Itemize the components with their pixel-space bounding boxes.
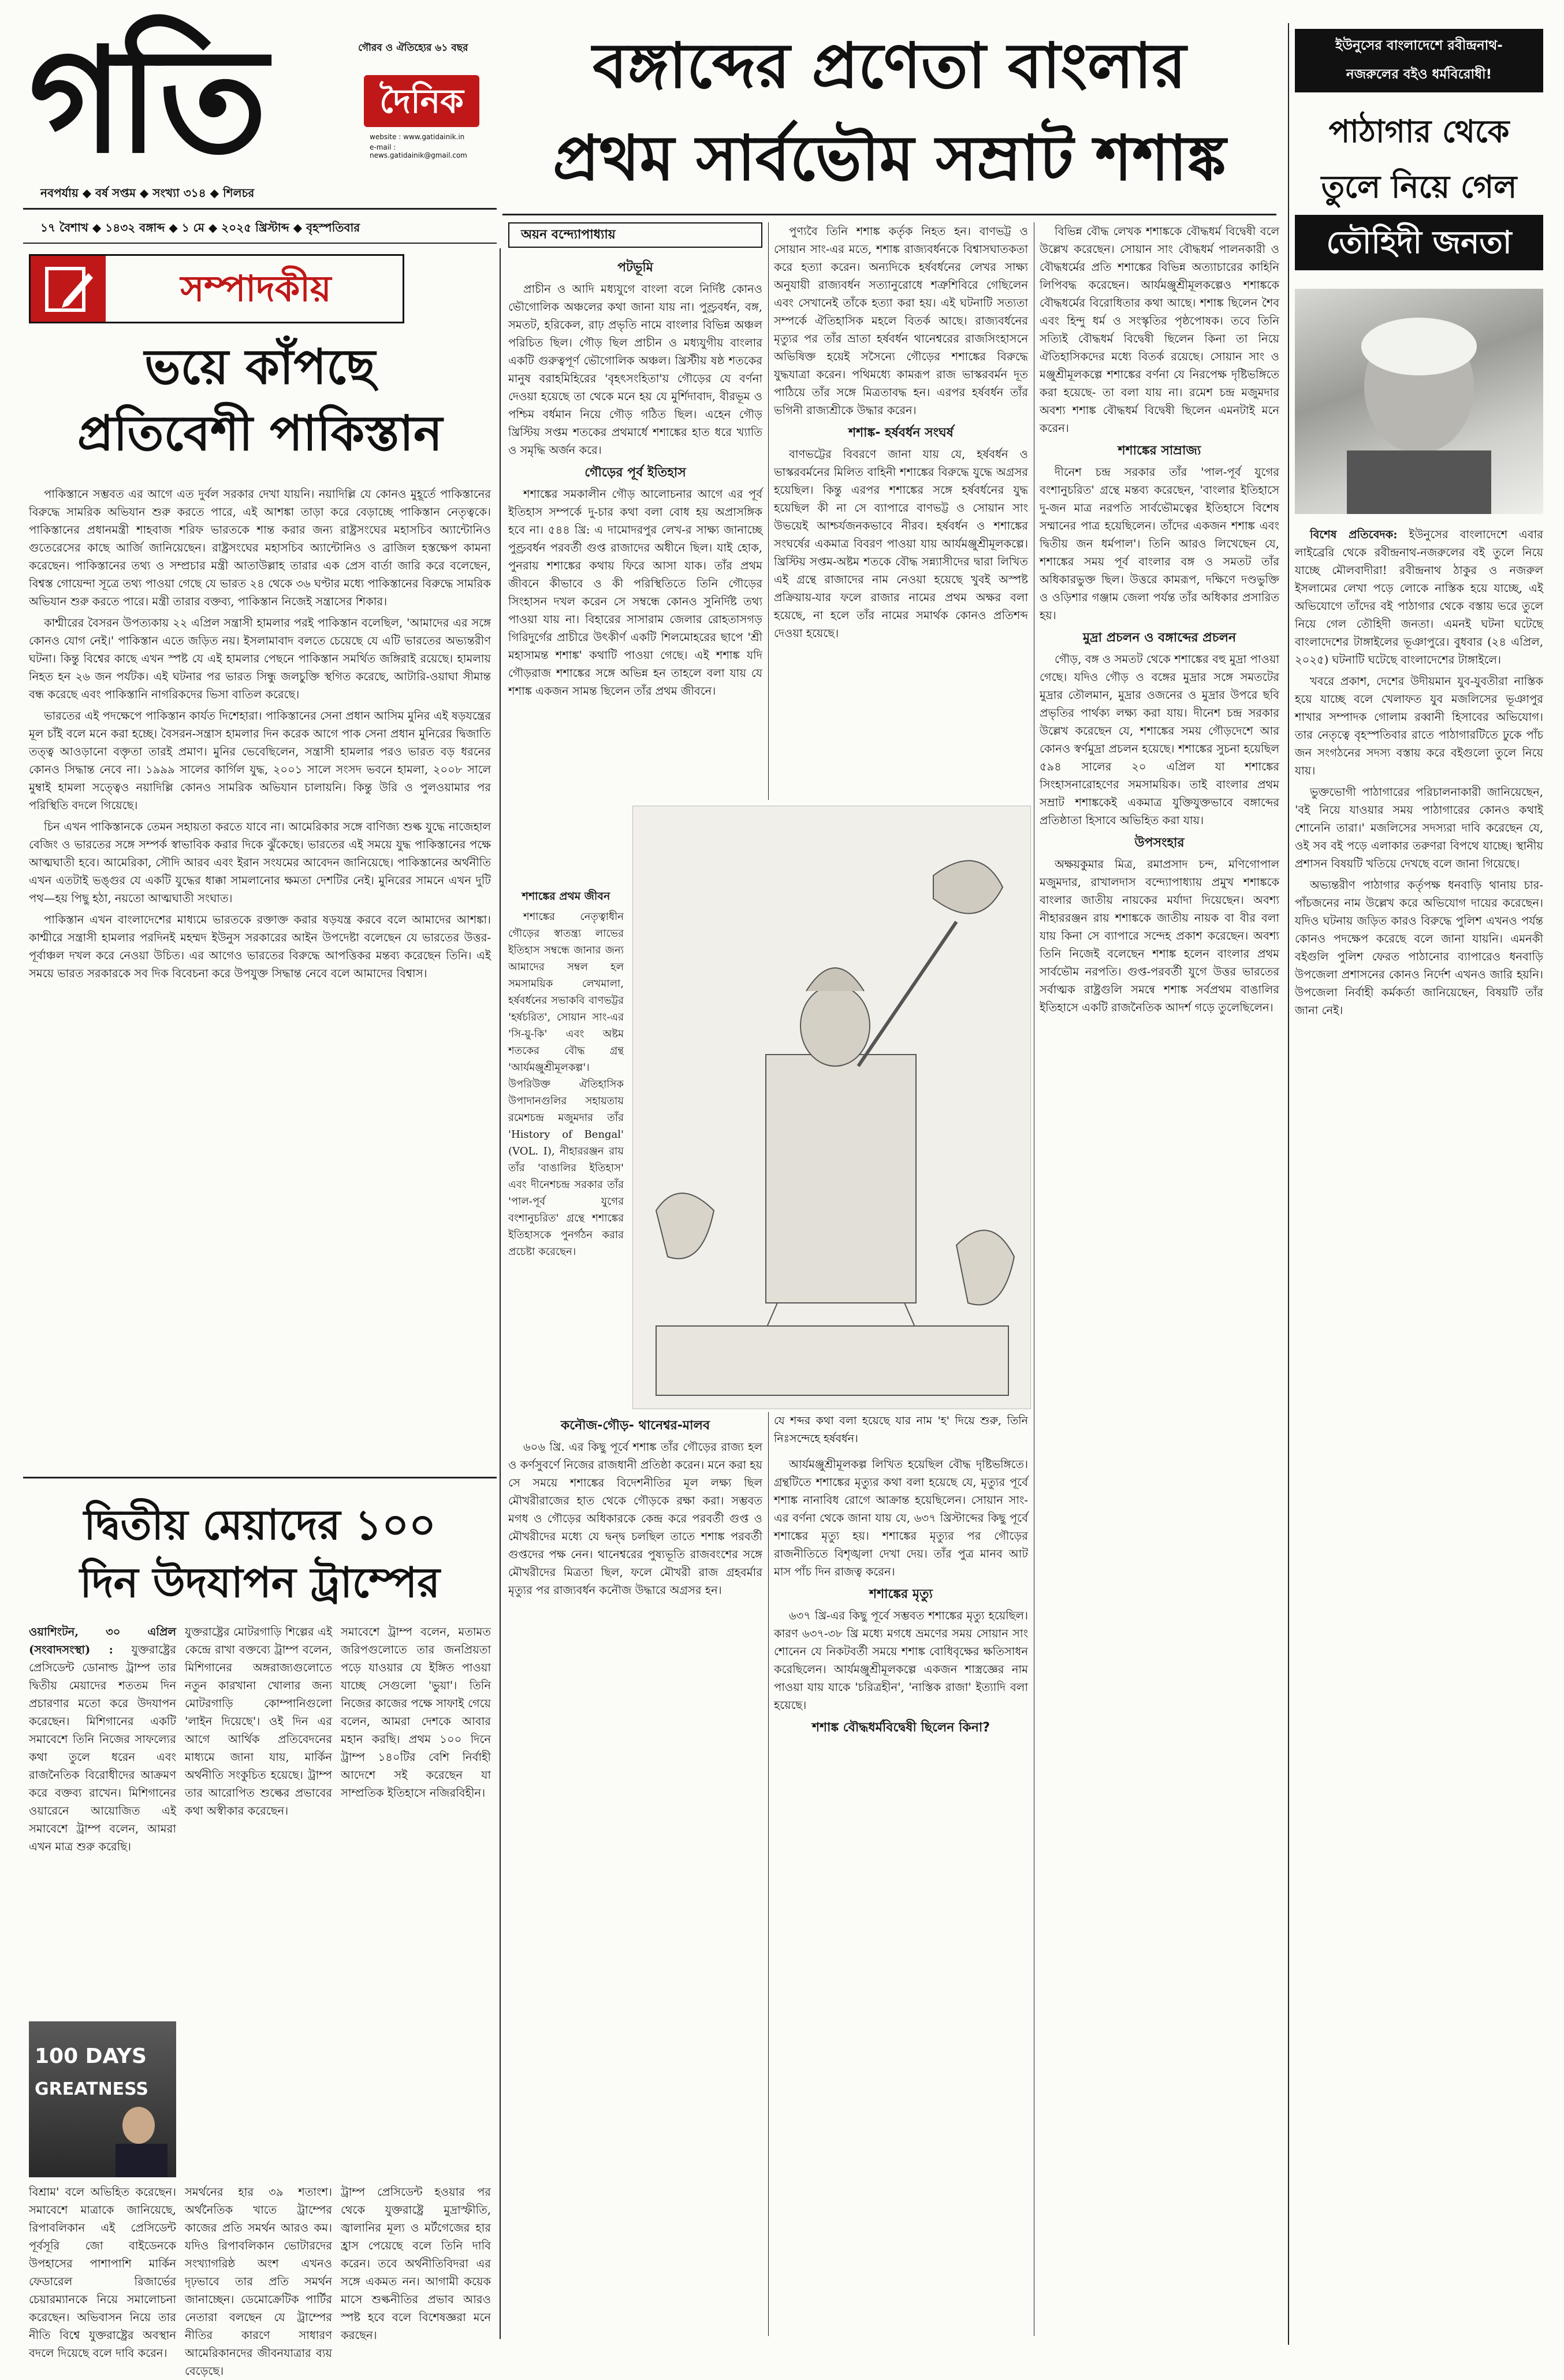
subhead-conflict: শশাঙ্ক- হর্ষবর্ধন সংঘর্ষ <box>848 426 954 440</box>
lead-col-a2 <box>508 884 624 1409</box>
subhead-coin: মুদ্রা প্রচলন ও বঙ্গাব্দের প্রচলন <box>1082 631 1237 645</box>
portrait-figure <box>1295 289 1543 514</box>
trump-bottom-left: বিশ্রাম' বলে অভিহিত করেছেন। সমাবেশে মাত্রাকে জানিয়েছে, রিপাবলিকান এই প্রেসিডেন্ট পূর্বসূরি জো বাইডেনকে উপহাসের পাশাপাশি মার্কিন ফেডারেল রিজার্ভের চেয়ারম্যানকে নিয়ে সমালোচনা করেছেন। অভিবাসন নিয়ে তার নীতি বিশ্বে যুক্তরাষ্ট্রের অবস্থান বদলে দিয়েছে বলে দাবি করেন। <box>29 2185 176 2360</box>
yunus-photo <box>1295 289 1543 514</box>
trump-col-1-text: যুক্তরাষ্ট্রের প্রেসিডেন্ট ডোনাল্ড ট্রাম্প তার দ্বিতীয় মেয়াদের শততম দিন প্রচারণার মতো করে উদযাপন করেছেন। মিশিগানের একটি সমাবেশে তিনি নিজের সাফল্যের কথা তুলে ধরেন এবং রাজনৈতিক বিরোধীদের আক্রমণ করে বক্তব্য রাখেন। মিশিগানের ওয়ারেনে আয়োজিত এই সমাবেশে ট্রাম্প বলেন, আমরা এখন মাত্র শুরু করেছি। <box>29 1643 176 1853</box>
para-background: প্রাচীন ও আদি মধ্যযুগে বাংলা বলে নির্দিষ্ট কোনও ভৌগোলিক অঞ্চলের কথা জানা যায় না। পুণ্ড্রবর্ধন, বঙ্গ, সমতট, হরিকেল, রাঢ় প্রভৃতি নামে বাংলার বিভিন্ন অঞ্চল পরিচিত ছিল। গৌড় ছিল প্রাচীন ও মধ্যযুগীয় বাংলার একটি গুরুত্বপূর্ণ ভৌগোলিক অঞ্চল। খ্রিস্টীয় ষষ্ঠ শতকের মানুষ বরাহমিহিরের 'বৃহৎসংহিতা'য় গৌড়ের যে বর্ণনা দেওয়া হয়েছে তা থেকে মনে হয় যে মুর্শিদাবাদ, বীরভূম ও পশ্চিম বর্ধমান নিয়ে গৌড় গঠিত ছিল। এহেন গৌড় খ্রিস্টিয় সপ্তম শতকের প্রথমার্ধে শশাঙ্কের হাত ধরে খ্যাতি ও সমৃদ্ধি অর্জন করে। <box>508 282 762 457</box>
subhead-early-life: শশাঙ্কের প্রথম জীবন <box>522 890 610 903</box>
col3-para: বিভিন্ন বৌদ্ধ লেখক শশাঙ্ককে বৌদ্ধধর্ম বিদ্বেষী বলে উল্লেখ করেছেন। সোয়ান সাং বৌদ্ধধর্ম পালনকারী ও বৌদ্ধধর্মের প্রতি শশাঙ্কের বিভিন্ন অত্যাচারের কাহিনি লিপিবদ্ধ করেছেন। আর্যমঞ্জুশ্রীমূলকল্পেও শশাঙ্ককে বৌদ্ধধর্মের বিরোধিতার কথা আছে। শশাঙ্ক ছিলেন শৈব এবং হিন্দু ধর্ম ও সংস্কৃতির পৃষ্ঠপোষক। তবে তিনি সত্যিই বৌদ্ধধর্ম বিদ্বেষী ছিলেন কিনা তা নিয়ে ঐতিহাসিকদের মধ্যে বিতর্ক রয়েছে। সোয়ান সাং ও মঞ্জুশ্রীমূলকল্পে শশাঙ্কের বর্ণনা যে নিরপেক্ষ দৃষ্টিভঙ্গিতে করা হয়েছে- তা বলা যায় না। রমেশ চন্দ্র মজুমদার অবশ্য শশাঙ্ক বৌদ্ধধর্ম বিদ্বেষী ছিলেন এমনটাই মনে করেন। <box>1040 225 1279 435</box>
speaker-figure <box>98 2102 173 2177</box>
editorial-section-label: সম্পাদকীয় <box>180 267 332 310</box>
lead-byline: অয়ন বন্দ্যোপাধ্যায় <box>508 222 762 248</box>
para-early-life: শশাঙ্কের নেতৃত্বাধীন গৌড়ের স্বাতন্ত্র্য লাভের ইতিহাস সম্বন্ধে জানার জন্য আমাদের সম্বল হল সমসাময়িক লেখমালা, হর্ষবর্ধনের সভাকবি বাণভট্টর 'হর্ষচরিত', সোয়ান সাং-এর 'সি-য়ু-কি' এবং অষ্টম শতকের বৌদ্ধ গ্রন্থ 'আর্যমঞ্জুশ্রীমূলকল্প'। উপরিউক্ত ঐতিহাসিক উপাদানগুলির সহায়তায় রমেশচন্দ্র মজুমদার তাঁর 'History of Bengal' (VOL. I), নীহাররঞ্জন রায় তাঁর 'বাঙালির ইতিহাস' এবং দীনেশচন্দ্র সরকার তাঁর 'পাল-পূর্ব যুগের বংশানুচরিত' গ্রন্থে শশাঙ্কের ইতিহাসকে পুনর্গঠন করার প্রচেষ্টা করেছেন। <box>508 911 624 1258</box>
lead-headline-line1: বঙ্গাব্দের প্রণেতা বাংলার <box>593 30 1186 102</box>
sidebar-body <box>1295 526 1543 2339</box>
subhead-kannauj: কনৌজ-গৌড়- থানেশ্বর-মালব <box>560 1418 710 1433</box>
subhead-death: শশাঙ্কের মৃত্যু <box>869 1587 933 1601</box>
subhead-empire: শশাঙ্কের সাম্রাজ্য <box>1118 444 1201 458</box>
para-empire: দীনেশ চন্দ্র সরকার তাঁর 'পাল-পূর্ব যুগের বংশানুচরিত' গ্রন্থে মন্তব্য করেছেন, 'বাংলার ইতিহাসে দু-জন মাত্র নরপতি সার্বভৌমত্বের ইতিহাসে বিশেষ সম্মানের পাত্র হয়েছিলেন। তাঁদের একজন শশাঙ্ক এবং দ্বিতীয় জন ধর্মপাল'। তিনি আরও লিখেছেন যে, শশাঙ্কের সময় পূর্ব বাংলার বঙ্গ ও সমতট তাঁর অধিকারভুক্ত ছিল। উত্তরে কামরূপ, দক্ষিণে দণ্ডভুক্তি ও ওড়িশার গঞ্জাম জেলা পর্যন্ত তাঁর অধিকার প্রসারিত হয়। <box>1040 465 1279 622</box>
para-conflict: বাণভট্টের বিবরণে জানা যায় যে, হর্ষবর্ধন ও ভাস্করবর্মনের মিলিত বাহিনী শশাঙ্কের বিরুদ্ধে যুদ্ধে অগ্রসর হয়েছিল। কিন্তু এরপর শশাঙ্কের সঙ্গে হর্ষবর্ধনের যুদ্ধ হয়েছিল কী না সে ব্যাপারে বাণভট্ট ও সোয়ান সাং উভয়েই আশ্চর্যজনকভাবে নীরব। হর্ষবর্ধন ও শশাঙ্কের সংঘর্ষের একমাত্র বিবরণ পাওয়া যায় আর্যমঞ্জুশ্রীমূলকল্পে। খ্রিস্টিয় সপ্তম-অষ্টম শতকে বৌদ্ধ সন্ন্যাসীদের দ্বারা লিখিত এই গ্রন্থে রাজাদের নাম নেওয়া হয়েছে খুবই অস্পষ্ট প্রক্রিয়ায়-যার ফলে রাজার নামের প্রথম অক্ষর বলা হয়েছে, না হলে তাঁর নামের সমার্থক কোনও প্রতিশব্দ দেওয়া হয়েছে। <box>774 448 1028 640</box>
king-sketch <box>633 806 1032 1410</box>
tagline: গৌরব ও ঐতিহ্যের ৬১ বছর <box>358 42 468 54</box>
trump-photo <box>29 2021 176 2177</box>
editorial <box>23 248 497 1478</box>
email: e-mail : news.gatidainik@gmail.com <box>370 143 467 159</box>
trump-bottom-mid: সমর্থনের হার ৩৯ শতাংশ। অর্থনৈতিক খাতে ট্রাম্পের কাজের প্রতি সমর্থন আরও কম। যদিও রিপাবলিকান ভোটারদের সংখ্যাগরিষ্ঠ অংশ এখনও দৃঢ়ভাবে তার প্রতি সমর্থন জানাচ্ছেন। ডেমোক্রেটিক পার্টির নেতারা বলছেন যে ট্রাম্পের নীতির কারণে সাধারণ আমেরিকানদের জীবনযাত্রার ব্যয় বেড়েছে। <box>185 2185 332 2378</box>
kicker-line1: ইউনুসের বাংলাদেশে রবীন্দ্রনাথ- <box>1335 38 1503 53</box>
sidebar-body-4: অভ্যন্তরীণ পাঠাগার কর্তৃপক্ষ ধনবাড়ি থানায় চার-পাঁচজনের নাম উল্লেখ করে অভিযোগ দায়ের করেছেন। যদিও ঘটনায় জড়িত কারও বিরুদ্ধে পুলিশ এখনও পর্যন্ত কোনও পদক্ষেপ করেছে বলে জানা যায়নি। এমনকী বইগুলি পুলিশ ফেরত পাঠানোর ব্যাপারেও ধনবাড়ি উপজেলা প্রশাসনের কোনও নির্দেশ এখনও জারি হয়নি। উপজেলা নির্বাহী কর্মকর্তা জানিয়েছেন, বিষয়টি তাঁর জানা নেই। <box>1295 878 1543 1017</box>
photo-overlay-line2: GREATNESS <box>35 2079 149 2099</box>
sidebar-headline-line3: তৌহিদী জনতা <box>1295 215 1543 270</box>
col3b-para: আর্যমঞ্জুশ্রীমূলকল্প লিখিত হয়েছিল বৌদ্ধ দৃষ্টিভঙ্গিতে। গ্রন্থটিতে শশাঙ্কের মৃত্যুর কথা বলা হয়েছে যে, মৃত্যুর পূর্বে শশাঙ্ক নানাবিধ রোগে আক্রান্ত হয়েছিলেন। সোয়ান সাং-এর বর্ণনা থেকে জানা যায় যে, ৬৩৭ খ্রিস্টাব্দের কিছু পূর্বে শশাঙ্কের মৃত্যু হয়। শশাঙ্কের মৃত্যুর পর গৌড়ের রাজনীতিতে বিশৃঙ্খলা দেখা দেয়। তাঁর পুত্র মানব আট মাস পাঁচ দিন রাজত্ব করেন। <box>774 1458 1028 1578</box>
lead-col-a <box>508 254 762 878</box>
date-line: ১৭ বৈশাখ ◆ ১৪৩২ বঙ্গাব্দ ◆ ১ মে ◆ ২০২৫ খ্রিস্টাব্দ ◆ বৃহস্পতিবার <box>40 221 360 234</box>
sidebar-body-2: খবরে প্রকাশ, দেশের উদীয়মান যুব-যুবতীরা নাস্তিক হয়ে যাচ্ছে বলে খেলাফত যুব মজলিসের ভূঞাপুর শাখার সম্পাদক গোলাম রব্বানী হিসাবের অভিযোগ। তার নেতৃত্বে বৃহস্পতিবার রাতে পাঠাগারটিতে ঢুকে পাঁচ জন সংগঠনের সদস্য বস্তায় করে বইগুলো তুলে নিয়ে যায়। <box>1295 675 1543 777</box>
caption-note: যে শব্দর কথা বলা হয়েছে যার নাম 'হ' দিয়ে শুরু, তিনি নিঃসন্দেহে হর্ষবর্ধন। <box>774 1414 1028 1445</box>
sidebar-body-3: ভুক্তভোগী পাঠাগারের পরিচালনাকারী জানিয়েছেন, 'বই নিয়ে যাওয়ার সময় পাঠাগারের কোনও কথাই শোনেনি তারা।' মজলিসের সদস্যরা দাবি করেছেন যে, ওই সব বই পড়ে এলাকার তরুণরা বিপথে যাচ্ছে। স্থানীয় প্রশাসন বিষয়টি খতিয়ে দেখছে বলে জানা গিয়েছে। <box>1295 785 1543 870</box>
trump-dateline: ওয়াশিংটন, ৩০ এপ্রিল (সংবাদসংস্থা) : <box>29 1625 176 1656</box>
shashanka-illustration <box>632 806 1031 1409</box>
newspaper-logo: গতি <box>29 17 262 185</box>
col2-para: পুণ্যবৈ তিনি শশাঙ্ক কর্তৃক নিহত হন। বাণভট্ট ও সোয়ান সাং-এর মতে, শশাঙ্ক রাজ্যবর্ধনকে বিশ্বাসঘাতকতা করে হত্যা করেন। অন্যদিকে হর্ষবর্ধনের লেখর সাক্ষ্য অনুযায়ী রাজ্যবর্ধন সত্যানুরোধে শত্রুশিবিরে গেছিলেন এবং সেখানেই তাঁকে হত্যা করা হয়। এই ঘটনাটি সত্যতা সম্পর্কে ঐতিহাসিক মহলে বিতর্ক আছে। রাজ্যবর্ধনের মৃত্যুর পর তাঁর ভ্রাতা হর্ষবর্ধন থানেশ্বরের রাজসিংহাসনে অভিষিক্ত হয়েই সসৈন্যে গৌড়ের শশাঙ্কের বিরুদ্ধে যুদ্ধযাত্রা করেন। পথিমধ্যে কামরূপ রাজ ভাস্করবর্মন দূত পাঠিয়ে তাঁর সঙ্গে মিত্রতাবদ্ধ হন। এরপর হর্ষবর্ধন তাঁর ভগিনী রাজ্যশ্রীকে উদ্ধার করেন। <box>774 225 1028 417</box>
sidebar-body-1: ইউনুসের বাংলাদেশে এবার লাইব্রেরি থেকে রবীন্দ্রনাথ-নজরুলের বই তুলে নিয়ে যাচ্ছে মৌলবাদীরা! রবীন্দ্রনাথ ঠাকুর ও নজরুল ইসলামের লেখা পড়ে লোকে নাস্তিক হয়ে যাচ্ছে, এই অভিযোগে তাঁদের বই পাঠাগার থেকে বস্তায় ভরে তুলে নিয়ে গেল তৌহিদী জনতা। এমনই ঘটনা ঘটেছে বাংলাদেশের টাঙ্গাইলের ভূঞাপুরে। বুধবার (২৪ এপ্রিল, ২০২৫) ঘটনাটি ঘটেছে বাংলাদেশের টাঙ্গাইলে। <box>1295 528 1544 666</box>
lead-col-e <box>774 1455 1028 2336</box>
trump-col-3: সমাবেশে ট্রাম্প বলেন, মতামত জরিপগুলোতে তার জনপ্রিয়তা পড়ে যাওয়ার যে ইঙ্গিত পাওয়া যাচ্ছে সেগুলো 'ভুয়া'। তিনি নিজের কাজের পক্ষে সাফাই গেয়ে বলেন, আমরা দেশকে আবার মহান করছি। প্রথম ১০০ দিনে ট্রাম্প ১৪০টির বেশি নির্বাহী আদেশে সই করেছেন যা সাম্প্রতিক ইতিহাসে নজিরবিহীন। <box>341 1625 491 1800</box>
daily-badge: দৈনিক <box>364 75 479 127</box>
sidebar-kicker <box>1295 29 1543 92</box>
para-gaur: শশাঙ্কের সমকালীন গৌড় আলোচনার আগে এর পূর্ব ইতিহাস সম্পর্কে দু-চার কথা বলা বোধ হয় অপ্রাসঙ্গিক হবে না। ৫৪৪ খ্রি: এ দামোদরপুর লেখ-র সাক্ষ্য জানাচ্ছে পুণ্ড্রবর্ধন পরবর্তী গুপ্ত রাজাদের অধীনে ছিল। যাই হোক, পুনরায় শশাঙ্কের কথায় ফিরে আসা যাক। তাঁর প্রথম জীবনে কীভাবে ও কী পরিস্থিতিতে তিনি গৌড়ের সিংহাসন দখল করেন সে সম্বন্ধে কোনও সুনির্দিষ্ট তথ্য পাওয়া যায় না। বিহারের সাসারাম জেলার রোহতাসগড় গিরিদুর্গের প্রাচীরে উৎকীর্ণ একটি শিলমোহরের ছাপে 'শ্রী মহাসামন্ত শশাঙ্ক' কথাটি পাওয়া গেছে। এই শশাঙ্ক যদি গৌড়রাজ শশাঙ্কের সঙ্গে অভিন্ন হন তাহলে বলা যায় যে শশাঙ্ক একজন সামন্ত ছিলেন তাঁর প্রথম জীবনে। <box>508 487 762 698</box>
trump-headline-line1: দ্বিতীয় মেয়াদের ১০০ <box>84 1500 436 1549</box>
sidebar-headline-line1: পাঠাগার থেকে <box>1328 113 1510 150</box>
editorial-para-1: পাকিস্তানে সম্ভবত এর আগে এত দুর্বল সরকার দেখা যায়নি। নয়াদিল্লি যে কোনও মুহূর্তে পাকিস্তানের বিরুদ্ধে সামরিক অভিযান শুরু করতে পারে, এই আশঙ্কা তাড়া করে বেড়াচ্ছে পাকিস্তান নেতৃত্বকে। পাকিস্তানের প্রধানমন্ত্রী শাহবাজ শরিফ ভারতকে শান্ত করার জন্য রাষ্ট্রসংঘের মহাসচিব অ্যান্টোনিও গুতেরেসের কাছে আর্জি জানিয়েছেন। রাষ্ট্রসংঘের মহাসচিব অ্যান্টোনিও ও ব্রাজিল হস্তক্ষেপ কামনা করেছেন। পাকিস্তানের তথ্য ও সম্প্রচার মন্ত্রী আতাউল্লাহ তারার এক প্রেস বার্তা জারি করে বলেছেন, বিশ্বস্ত গোয়েন্দা সূত্রে তথ্য পাওয়া গেছে যে ভারত ২৪ থেকে ৩৬ ঘণ্টার মধ্যে পাকিস্তানের বিরুদ্ধে সামরিক অভিযান শুরু করতে পারে। মন্ত্রী তারার বক্তব্য, পাকিস্তান নিজেই সন্ত্রাসের শিকার। <box>29 487 491 608</box>
sidebar-lead-label: বিশেষ প্রতিবেদক: <box>1310 528 1398 541</box>
trump-story <box>23 1490 497 2378</box>
lead-col-b <box>774 222 1028 800</box>
editorial-para-2: কাশ্মীরের বৈসরন উপত্যকায় ২২ এপ্রিল সন্ত্রাসী হামলার পরই পাকিস্তান বলেছিল, 'আমাদের এর সঙ্গে কোনও যোগ নেই।' পাকিস্তান এতে জড়িত নয়। ইসলামাবাদ বলতে চেয়েছে যে এটি ভারতের অভ্যন্তরীণ ঘটনা। কিন্তু বিশ্বের কাছে এখন স্পষ্ট যে এই হামলার পেছনে পাকিস্তান সমর্থিত জঙ্গিরাই রয়েছে। হামলায় নিহত হন ২৬ জন পর্যটক। এই ঘটনার পর ভারত সিন্ধু জলচুক্তি স্থগিত করেছে, আটারি-ওয়াঘা সীমান্ত বন্ধ করেছে এবং পাকিস্তানি নাগরিকদের ভিসা বাতিল করেছে। <box>29 616 491 701</box>
lead-headline-line2: প্রথম সার্বভৌম সম্রাট শশাঙ্ক <box>553 122 1226 195</box>
website: website : www.gatidainik.in <box>370 133 465 141</box>
subhead-conclusion: উপসংহার <box>1134 836 1185 850</box>
trump-col-1 <box>29 1623 176 2016</box>
editorial-headline-line2: প্রতিবেশী পাকিস্তান <box>77 405 443 461</box>
trump-headline-line2: দিন উদযাপন ট্রাম্পের <box>80 1558 440 1607</box>
editorial-banner <box>29 254 404 323</box>
para-death: ৬৩৭ খ্রি-এর কিছু পূর্বে সম্ভবত শশাঙ্কের মৃত্যু হয়েছিল। কারণ ৬৩৭-৩৮ খ্রি মধ্যে মগধে ভ্রমণের সময় সোয়ান সাং শোনেন যে নিকটবর্তী সময়ে শশাঙ্ক বোধিবৃক্ষের ক্ষতিসাধন করেছিলেন। আর্যমঞ্জুশ্রীমূলকল্পে একজন শাস্ত্রজ্ঞের নাম পাওয়া যায় যাকে 'চরিত্রহীন', 'নাস্তিক রাজা' ইত্যাদি বলা হয়েছে। <box>774 1609 1028 1712</box>
masthead <box>23 12 497 254</box>
editorial-para-4: চিন এখন পাকিস্তানকে তেমন সহায়তা করতে যাবে না। আমেরিকার সঙ্গে বাণিজ্য শুল্ক যুদ্ধে নাজেহাল বেজিং ও ভারতের সঙ্গে সম্পর্ক স্বাভাবিক করার দিকে ঝুঁকেছে। ভারতের এই সময়ে যুদ্ধ পাকিস্তানের পক্ষে আত্মঘাতী হবে। আমেরিকা, সৌদি আরব এবং ইরান সংযমের আবেদন জানিয়েছে। পাকিস্তানের অর্থনীতি এখন এতটাই ভঙ্গুর যে একটি যুদ্ধের ধাক্কা সামলানোর ক্ষমতা দেশটির নেই। মুনিরের সামনে এখন দুটি পথ—হয় পিছু হঠা, নয়তো আত্মঘাতী সংঘাত। <box>29 820 491 905</box>
editorial-headline-line1: ভয়ে কাঁপছে <box>144 338 375 395</box>
para-coin: গৌড়, বঙ্গ ও সমতট থেকে শশাঙ্কের বহু মুদ্রা পাওয়া গেছে। যদিও গৌড় ও বঙ্গের মুদ্রার সঙ্গে সমতটের মুদ্রার তৌলমান, মুদ্রার ওজনের ও মুদ্রার উপরে ছবি প্রভৃতির পার্থক্য লক্ষ্য করা যায়। দীনেশ চন্দ্র সরকার উল্লেখ করেছেন যে, শশাঙ্কের সময় গৌড়দেশে আর কোনও স্বর্ণমুদ্রা প্রচলন হয়েছে। শশাঙ্কের সুচনা হয়েছিল ৫৯৪ সালের ২০ এপ্রিল যা শশাঙ্কের সিংহাসনারোহণের সমসাময়িক। তাই বাংলার প্রথম সম্রাট শশাঙ্ককেই একমাত্র যুক্তিযুক্তভাবে বঙ্গাব্দের প্রতিষ্ঠাতা হিসাবে অভিহিত করা যায়। <box>1040 653 1279 827</box>
para-kannauj: ৬০৬ খ্রি. এর কিছু পূর্বে শশাঙ্ক তাঁর গৌড়ের রাজ্য হল ও কর্ণসুবর্ণে নিজের রাজধানী প্রতিষ্ঠা করেন। মনে করা হয় সে সময়ে শশাঙ্কের বিদেশনীতির মূল লক্ষ্য ছিল মৌখরীরাজের হাত থেকে গৌড়কে রক্ষা করা। সম্ভবত মগধ ও গৌড়ের অধিকারকে কেন্দ্র করে পরবর্তী গুপ্ত ও মৌখরীদের মধ্যে যে দ্বন্দ্ব চলছিল তাতে শশাঙ্ক পরবর্তী গুপ্তদের পক্ষ নেন। থানেশ্বরের পুষ্যভূতি রাজবংশের সঙ্গে মৌখরীদের মিত্রতা ছিল, ফলে মৌখরী রাজ গ্রহবর্মার মৃত্যুর পর রাজ্যবর্ধন কনৌজ উদ্ধারে অগ্রসর হন। <box>508 1440 762 1597</box>
pen-icon <box>31 256 106 322</box>
editorial-para-3: ভারতের এই পদক্ষেপে পাকিস্তান কার্যত দিশেহারা। পাকিস্তানের সেনা প্রধান আসিম মুনির এই ষড়যন্ত্রের মূল চাঁই বলে মনে করা হচ্ছে। বৈসরন-সন্ত্রাস হামলার দিন করেক আগে পাক সেনা প্রধান মুনিরের দ্বিজাতি তত্ত্ব আওড়ানো বক্তৃতা তারই প্রমাণ। মুনির ভেবেছিলেন, সন্ত্রাসী হামলার পরও ভারত বড় ধরনের কোনও সিদ্ধান্ত নেবে না। ১৯৯৯ সালের কার্গিল যুদ্ধ, ২০০১ সালে সংসদ ভবনে হামলা, ২০০৮ সালে মুম্বাই হামলা সত্ত্বেও নয়াদিল্লি কোনও সামরিক অভিযান চালায়নি। কিন্তু উরি ও পুলওয়ামার পর পরিস্থিতি বদলে গিয়েছে। <box>29 709 491 812</box>
para-conclusion: অক্ষয়কুমার মিত্র, রমাপ্রসাদ চন্দ, মণিগোপাল মজুমদার, রাখালদাস বন্দ্যোপাধ্যায় প্রমুখ শশাঙ্ককে বাংলার জাতীয় নায়কের মর্যাদা দিয়েছেন। অবশ্য নীহাররঞ্জন রায় শশাঙ্ককে জাতীয় নায়ক বা বীর বলা যায় কিনা সে ব্যাপারে সন্দেহ প্রকাশ করেছেন। অবশ্য তিনি নিজেই বলেছেন শশাঙ্ক হলেন বাংলার প্রথম সার্বভৌম নরপতি। গুপ্ত-পরবর্তী যুগে উত্তর ভারতের সর্বাত্মক রাষ্ট্রগুলি সমন্বে শশাঙ্ক সর্বপ্রথম বাঙালির ইতিহাসে একটি রাজনৈতিক আদর্শ গড়ে তুলেছিলেন। <box>1040 858 1279 1014</box>
editorial-body <box>29 485 491 1473</box>
subhead-buddhist: শশাঙ্ক বৌদ্ধধর্মবিদ্বেষী ছিলেন কিনা? <box>811 1720 990 1735</box>
photo-overlay-line1: 100 DAYS <box>35 2044 147 2068</box>
sidebar-headline-line2: তুলে নিয়ে গেল <box>1321 169 1517 205</box>
lead-col-d <box>508 1412 762 2336</box>
editorial-para-5: পাকিস্তান এখন বাংলাদেশের মাধ্যমে ভারতকে রক্তাক্ত করার ষড়যন্ত্র করবে বলে আমাদের আশঙ্কা। কাশ্মীরে সন্ত্রাসী হামলার পরদিনই মহম্মদ ইউনুস সরকারের আইন উপদেষ্টা বলেছেন যে ভারতের উত্তর-পূর্বাঞ্চল দখল করে নেওয়া উচিত। এর আগেও ভারতের বিরুদ্ধে আপত্তিকর মন্তব্য করেছেন তিনি। এই সময়ে ভারত সরকারকে সব দিক বিবেচনা করে উপযুক্ত সিদ্ধান্ত নেবে বলে আমাদের বিশ্বাস। <box>29 913 491 980</box>
sidebar-headline <box>1295 104 1543 277</box>
trump-col-2: যুক্তরাষ্ট্রের মোটরগাড়ি শিল্পের এই কেন্দ্রে রাখা বক্তব্যে ট্রাম্প বলেন, মিশিগানের অঙ্গরাজ্যগুলোতে নতুন কারখানা খোলার জন্য মোটরগাড়ি কোম্পানিগুলো 'লাইন দিয়েছে'। ওই দিন এর আগে আর্থিক প্রতিবেদনের মাধ্যমে জানা যায়, মার্কিন অর্থনীতি সংকুচিত হয়েছে। ট্রাম্প তার আরোপিত শুল্কের প্রভাবের কথা অস্বীকার করেছেন। <box>185 1625 332 1817</box>
lead-col-c <box>1040 222 1279 2325</box>
subhead-gaur: গৌড়ের পূর্ব ইতিহাস <box>584 465 686 480</box>
kicker-line2: নজরুলের বইও ধর্মবিরোধী! <box>1346 67 1492 82</box>
sidebar-story <box>1288 23 1548 2345</box>
issue-line: নবপর্যায় ◆ বর্ষ সপ্তম ◆ সংখ্যা ৩১৪ ◆ শিলচর <box>40 186 255 200</box>
trump-bottom-right: ট্রাম্প প্রেসিডেন্ট হওয়ার পর থেকে যুক্তরাষ্ট্রে মুদ্রাস্ফীতি, জ্বালানির মূল্য ও মর্টগেজের হার হ্রাস পেয়েছে বলে তিনি দাবি করেন। তবে অর্থনীতিবিদরা এর সঙ্গে একমত নন। আগামী কয়েক মাসে শুল্কনীতির প্রভাব আরও স্পষ্ট হবে বলে বিশেষজ্ঞরা মনে করছেন। <box>341 2185 491 2342</box>
subhead-background: পটভূমি <box>617 260 653 275</box>
